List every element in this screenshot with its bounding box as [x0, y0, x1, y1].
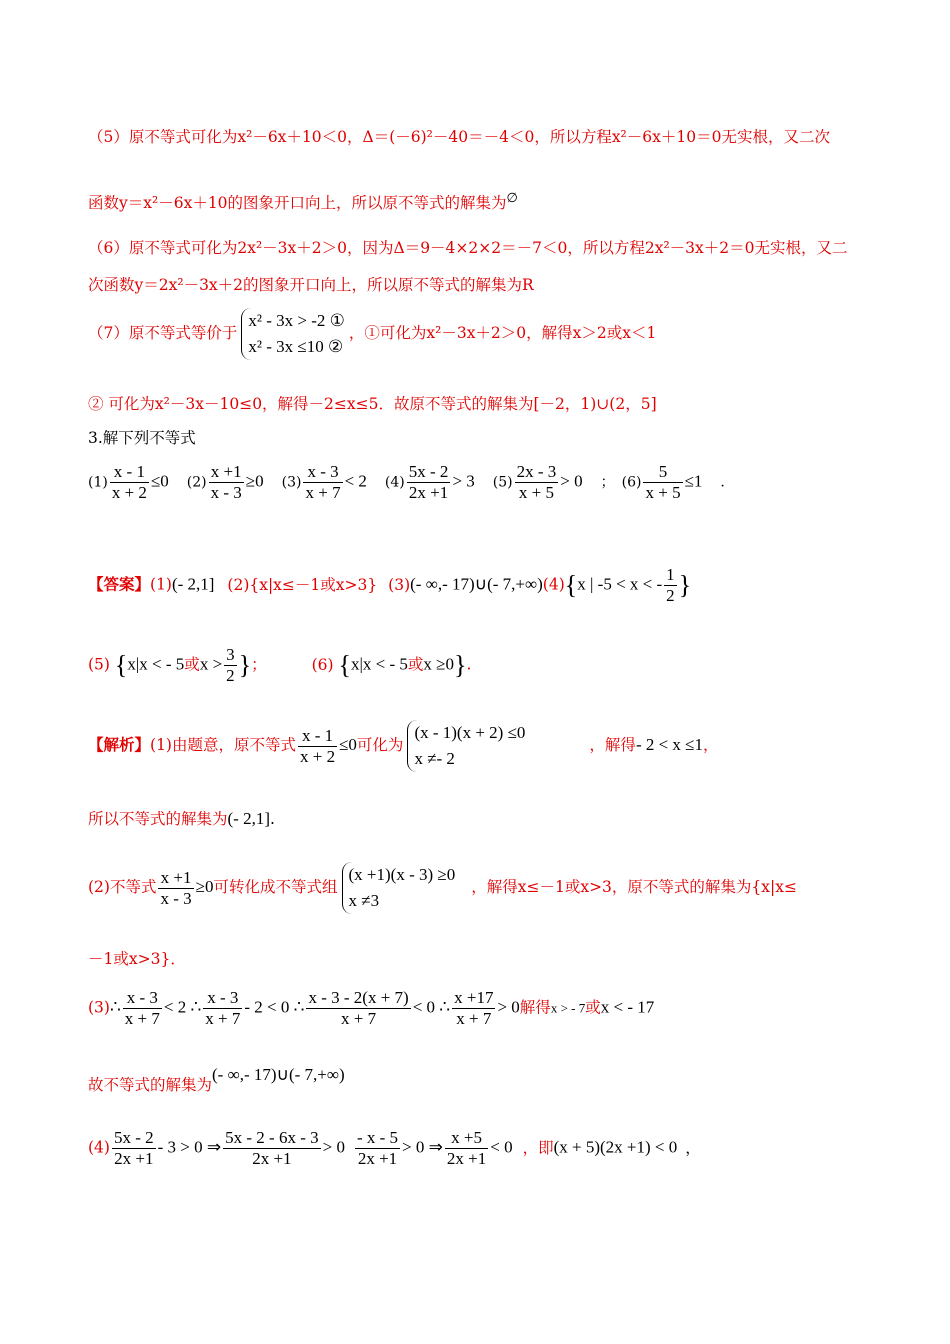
fraction-denominator: x + 7 [341, 1009, 377, 1028]
fraction-numerator: x +1 [158, 868, 193, 889]
answer-line-2 [88, 645, 471, 686]
answer-4-math: x | -5 < x < - [577, 574, 663, 594]
answer-1-math: (- 2,1] [171, 574, 215, 594]
open-brace: { [338, 650, 351, 680]
question-3-item [385, 462, 475, 503]
solution-4-rel-2: > 0 [322, 1137, 345, 1157]
solution-1-e-math: (- 2,1] [227, 809, 270, 828]
solution-2-line [88, 862, 797, 914]
therefore-symbol: ∴ [109, 997, 121, 1017]
item-fraction [643, 462, 682, 503]
fraction-denominator: 2 [226, 666, 235, 685]
question-3-items [88, 462, 725, 503]
fraction-denominator: x + 2 [299, 746, 336, 766]
solution-1-e: 所以不等式的解集为 [88, 810, 228, 828]
question-3-item [187, 462, 264, 503]
item-label: (3) [281, 474, 302, 491]
fraction-denominator: 2x +1 [357, 1149, 398, 1168]
solution-2-line-2: －1或x>3}． [88, 950, 186, 968]
answer-tag: 【答案】 [88, 574, 151, 594]
fraction-numerator: x +5 [445, 1128, 488, 1149]
item-label: ； (6) [600, 474, 642, 491]
fraction-numerator: x - 3 [123, 988, 162, 1009]
solution-1-c: ，解得 [589, 736, 636, 754]
solution-1-line-2 [88, 808, 275, 830]
solution-4-fraction-3 [355, 1128, 400, 1169]
system-row-1: x² - 3x > -2 ① [248, 311, 345, 330]
answer-6-or: 或 [407, 655, 424, 674]
solution-3-a: (3) [88, 998, 110, 1017]
solution-3-line-2 [88, 1065, 345, 1096]
close-brace: } [454, 650, 467, 680]
fraction-denominator: 2 [666, 586, 675, 605]
answer-6-math-2: x ≥0 [423, 654, 454, 674]
answer-5-fraction [224, 645, 237, 686]
question-3-title: 3.解下列不等式 [88, 429, 196, 447]
solution-3-math-3: x < - 17 [600, 997, 655, 1017]
fraction-denominator: x + 7 [205, 1009, 241, 1028]
item-relation: < 2 [344, 471, 367, 491]
solution-3-or: 或 [585, 998, 601, 1017]
item-fraction [303, 462, 342, 503]
solution-3-math-2: x > - 7 [550, 1000, 586, 1016]
solution-4-a: (4) [88, 1138, 110, 1157]
answer-1-label: (1) [150, 575, 172, 594]
item-label: (5) [492, 474, 513, 491]
item-fraction [515, 462, 559, 503]
answer-6-math: x|x < - 5 [350, 654, 408, 674]
solution-2-rel: ≥0 [195, 877, 214, 896]
answer-5-or: 或 [184, 655, 200, 674]
solution-3-fraction-4 [452, 988, 495, 1029]
system-row-2: x² - 3x ≤10 ② [248, 337, 344, 356]
solution-7-post: ，①可化为x²－3x＋2＞0，解得x＞2或x＜1 [348, 324, 657, 342]
fraction-denominator: x - 3 [210, 483, 242, 502]
fraction-denominator: x + 7 [305, 483, 341, 502]
answer-4-fraction [664, 565, 677, 606]
fraction-denominator: x - 3 [160, 888, 192, 908]
answer-6-end: . [466, 655, 472, 674]
solution-2-fraction [158, 868, 193, 909]
solution-1-a: (1)由题意，原不等式 [150, 736, 296, 754]
answer-5-end: ； [251, 655, 267, 674]
question-3-item [88, 462, 169, 503]
item-relation: > 3 [452, 471, 475, 491]
solution-1-rel: ≤0 [339, 735, 357, 754]
fraction-numerator: x - 1 [298, 726, 337, 747]
answer-4-label: (4) [542, 575, 565, 594]
solution-1-system [407, 720, 525, 772]
solution-2-system [342, 862, 456, 914]
answer-5-math: x|x < - 5 [127, 654, 185, 674]
answer-5-label: (5) [88, 655, 110, 674]
fraction-numerator: x - 1 [110, 462, 149, 483]
fraction-numerator: x - 3 [203, 988, 242, 1009]
item-relation: ≤0 [150, 471, 169, 491]
item-label: (4) [384, 474, 405, 491]
open-brace: { [114, 650, 128, 680]
close-brace: } [238, 650, 252, 680]
item-relation: ≥0 [245, 471, 264, 491]
fraction-numerator: 5 [643, 462, 682, 483]
fraction-denominator: 2x +1 [446, 1149, 487, 1168]
solution-4-rel-3: > 0 ⇒ [402, 1137, 443, 1157]
solution-4-fraction-4 [445, 1128, 488, 1169]
system-row-1: (x +1)(x - 3) ≥0 [348, 865, 456, 884]
answer-3-label: (3) [388, 575, 411, 594]
solution-7-system [241, 308, 345, 360]
solution-3-rel-4: > 0 [497, 997, 520, 1017]
solution-2-c: ，解得x≤－1或x>3，原不等式的解集为{x|x≤ [471, 878, 797, 896]
solution-4-fraction-1 [112, 1128, 156, 1169]
solution-1-d: ， [703, 736, 719, 754]
fraction-denominator: x + 7 [124, 1009, 160, 1028]
fraction-denominator: 2x +1 [114, 1149, 154, 1168]
fraction-numerator: x +17 [454, 988, 494, 1007]
solution-6-line-2: 次函数y＝2x²－3x＋2的图象开口向上，所以原不等式的解集为R [88, 276, 534, 294]
solution-5-line-2 [88, 188, 518, 214]
solution-3-fraction-2 [203, 988, 242, 1029]
fraction-numerator: x - 3 - 2(x + 7) [308, 988, 409, 1007]
system-row-1: (x - 1)(x + 2) ≤0 [414, 723, 526, 742]
fraction-denominator: x + 2 [111, 483, 147, 502]
solution-5-text: 函数y＝x²－6x＋10的图象开口向上，所以原不等式的解集为 [88, 194, 507, 213]
solution-4-b: ，即 [522, 1138, 554, 1157]
solution-3-fraction-1 [123, 988, 162, 1029]
fraction-numerator: x - 3 [303, 462, 342, 483]
fraction-numerator: 5x - 2 [113, 1128, 154, 1147]
solution-1-b: 可化为 [356, 736, 404, 754]
solution-4-rel-1: - 3 > 0 ⇒ [157, 1137, 222, 1157]
solution-7-pre: （7）原不等式等价于 [88, 324, 238, 342]
answer-3-math: (- ∞,- 17)∪(- 7,+∞) [410, 574, 543, 594]
close-brace: } [678, 570, 692, 600]
solution-4-math: (x + 5)(2x +1) < 0 [553, 1137, 678, 1157]
question-3-item [601, 462, 703, 503]
solution-3-fraction-3 [306, 988, 410, 1029]
answer-6-label: (6) [311, 655, 334, 674]
solution-7-line [88, 308, 656, 360]
open-brace: { [564, 570, 578, 600]
question-3-item [493, 462, 583, 503]
solution-3-c-math: (- ∞,- 17)∪(- 7,+∞) [212, 1065, 345, 1084]
item-relation: > 0 [560, 471, 583, 491]
question-3-list [88, 462, 720, 502]
solution-4-fraction-2 [223, 1128, 320, 1169]
item-relation: ≤1 [684, 471, 703, 491]
fraction-numerator: 5x - 2 [408, 462, 449, 481]
solution-5-line-1: （5）原不等式可化为x²－6x＋10＜0，Δ＝(－6)²－40＝－4＜0，所以方程x²－6x＋10＝0无实根，又二次 [88, 128, 830, 146]
item-fraction [407, 462, 451, 503]
solution-3-rel-3: < 0 ∴ [412, 997, 451, 1017]
answer-5-math-2: x > [199, 654, 223, 674]
fraction-denominator: x + 5 [518, 483, 554, 502]
fraction-numerator: 3 [226, 645, 235, 664]
solution-3-rel-1: < 2 ∴ [163, 997, 202, 1017]
solution-3-rel-2: - 2 < 0 ∴ [244, 997, 305, 1017]
fraction-denominator: 2x +1 [408, 483, 449, 502]
solution-4-rel-4: < 0 [490, 1137, 513, 1157]
solution-3-b: 解得 [519, 998, 551, 1017]
item-label: (2) [186, 474, 207, 491]
question-3-item [282, 462, 367, 503]
question-3-end: . [720, 474, 725, 491]
fraction-numerator: - x - 5 [356, 1128, 399, 1147]
solution-3-line [88, 988, 654, 1029]
item-fraction [110, 462, 149, 503]
fraction-numerator: 5x - 2 - 6x - 3 [225, 1128, 319, 1147]
item-label: (1) [88, 474, 108, 491]
system-row-2: x ≠3 [348, 891, 380, 910]
fraction-numerator: x +1 [209, 462, 244, 483]
solution-4-line [88, 1128, 701, 1169]
item-fraction [209, 462, 244, 503]
answer-2: (2){x|x≤－1或x>3} [227, 575, 378, 594]
solution-4-c: ， [685, 1138, 701, 1157]
fraction-numerator: 1 [666, 565, 675, 584]
solution-6-line-1: （6）原不等式可化为2x²－3x＋2＞0，因为Δ＝9－4×2×2＝－7＜0，所以方程2x²－3x＋2＝0无实根，又二 [88, 239, 848, 257]
solution-1-e-end: . [270, 810, 275, 828]
solution-2-b: 可转化成不等式组 [213, 878, 338, 896]
solution-1-math: - 2 < x ≤1 [635, 735, 704, 754]
solution-3-c: 故不等式的解集为 [88, 1076, 213, 1094]
fraction-denominator: x + 7 [456, 1009, 492, 1028]
solution-1-fraction [298, 726, 337, 767]
fraction-numerator: 2x - 3 [516, 462, 557, 481]
solution-1-line [88, 720, 719, 772]
system-row-2: x ≠- 2 [414, 749, 455, 768]
fraction-denominator: 2x +1 [252, 1149, 292, 1168]
empty-set-symbol: ∅ [506, 191, 518, 206]
answer-line-1 [88, 565, 691, 606]
fraction-denominator: x + 5 [645, 483, 681, 502]
solution-7-part-2: ② 可化为x²－3x－10≤0，解得－2≤x≤5．故原不等式的解集为[－2，1)∪(2，5] [88, 395, 657, 413]
solution-tag: 【解析】 [88, 735, 151, 754]
solution-2-a: (2)不等式 [88, 878, 157, 896]
